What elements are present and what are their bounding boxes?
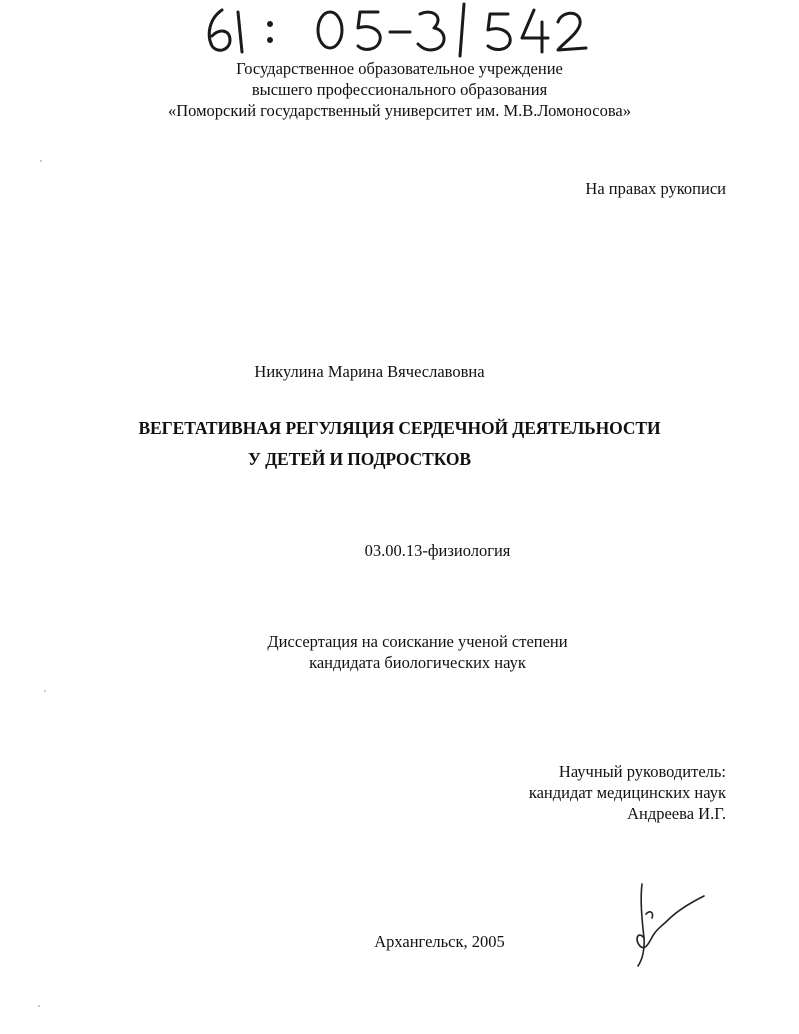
author-name: Никулина Марина Вячеславовна (254, 362, 485, 381)
place-year: Архангельск, 2005 (374, 932, 505, 951)
institution-line-1: Государственное образовательное учреждение (236, 59, 563, 78)
supervisor-name: Андреева И.Г. (627, 804, 726, 823)
handwritten-archive-number (198, 0, 598, 58)
dissertation-line-2: кандидата биологических наук (309, 653, 526, 672)
institution-line-2: высшего профессионального образования (251, 80, 548, 99)
supervisor-label: Научный руководитель: (558, 762, 726, 781)
manuscript-note: На правах рукописи (585, 179, 726, 198)
institution-line-3: «Поморский государственный университет им. М.В.Ломоносова» (168, 101, 631, 120)
supervisor-degree: кандидат медицинских наук (528, 783, 726, 802)
specialty: 03.00.13-физиология (364, 541, 511, 560)
scan-speck (38, 1005, 40, 1007)
signature-mark (628, 880, 708, 970)
dissertation-line-1: Диссертация на соискание ученой степени (267, 632, 568, 651)
scan-speck (44, 690, 46, 692)
title-line-1: ВЕГЕТАТИВНАЯ РЕГУЛЯЦИЯ СЕРДЕЧНОЙ ДЕЯТЕЛЬНОСТИ (138, 418, 661, 438)
scan-speck (40, 160, 42, 162)
title-line-2: У ДЕТЕЙ И ПОДРОСТКОВ (248, 449, 471, 469)
